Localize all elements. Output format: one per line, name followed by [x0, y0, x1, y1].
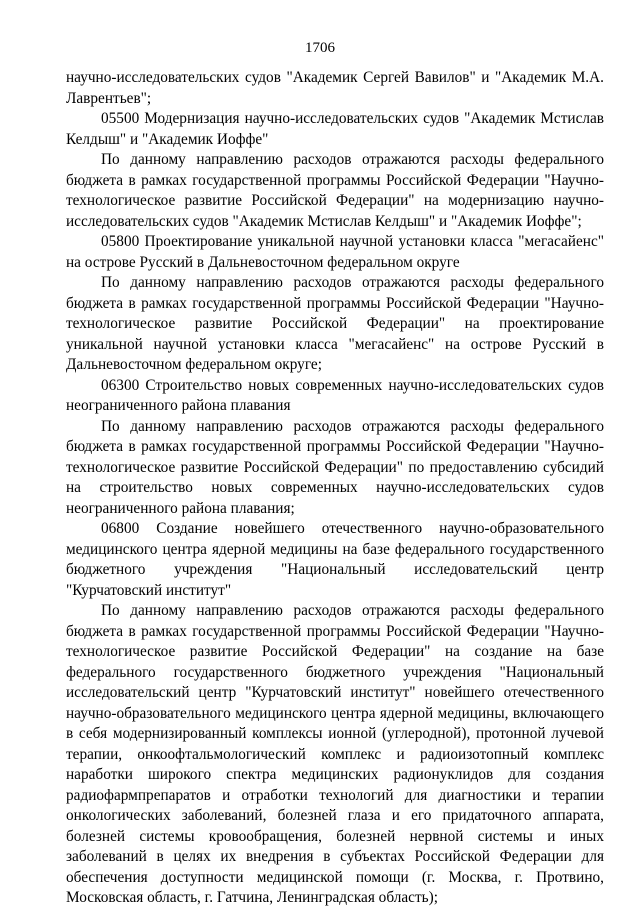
budget-code-heading-06300: 06300 Строительство новых современных научно-исследовательских судов неограниченного района плавания [66, 376, 604, 414]
budget-code-heading-06800: 06800 Создание новейшего отечественного научно-образовательного медицинского центра ядерной медицины на базе федерального государственного бюджетного учреждения "Национальный исследовательский центр "Курчатовский институт" [66, 520, 604, 599]
budget-code-heading-05500: 05500 Модернизация научно-исследовательских судов "Академик Мстислав Келдыш" и "Академик Иоффе" [66, 110, 604, 148]
document-body [66, 68, 604, 909]
paragraph-description: По данному направлению расходов отражаются расходы федерального бюджета в рамках государственной программы Российской Федерации "Научно-технологическое развитие Российской Федерации" на модернизацию научно-исследовательских судов "Академик Мстислав Келдыш" и "Академик Иоффе"; [66, 151, 604, 230]
paragraph-description: По данному направлению расходов отражаются расходы федерального бюджета в рамках государственной программы Российской Федерации "Научно-технологическое развитие Российской Федерации" на создание на базе федерального государственного бюджетного учреждения "Национальный исследовательский центр "Курчатовский институт" новейшего отечественного научно-образовательного медицинского центра ядерной медицины, включающего в себя модернизированный комплексы ионной (углеродной), протонной лучевой терапии, онкоофтальмологический комплекс и радиоизотопный комплекс наработки широкого спектра медицинских радионуклидов для создания радиофармпрепаратов и отработки технологий для диагностики и терапии онкологических заболеваний, болезней глаза и его придаточного аппарата, болезней системы кровообращения, болезней нервной системы и иных заболеваний в целях их внедрения в субъектах Российской Федерации для обеспечения доступности медицинской помощи (г. Москва, г. Протвино, Московская область, г. Гатчина, Ленинградская область); [66, 602, 604, 906]
page-number: 1706 [305, 40, 335, 56]
paragraph-continuation: научно-исследовательских судов "Академик Сергей Вавилов" и "Академик М.А. Лаврентьев"; [66, 69, 604, 107]
budget-code-heading-05800: 05800 Проектирование уникальной научной установки класса "мегасайенс" на острове Русский в Дальневосточном федеральном округе [66, 233, 604, 271]
paragraph-description: По данному направлению расходов отражаются расходы федерального бюджета в рамках государственной программы Российской Федерации "Научно-технологическое развитие Российской Федерации" по предоставлению субсидий на строительство новых современных научно-исследовательских судов неограниченного района плавания; [66, 417, 604, 517]
paragraph-description: По данному направлению расходов отражаются расходы федерального бюджета в рамках государственной программы Российской Федерации "Научно-технологическое развитие Российской Федерации" на проектирование уникальной научной установки класса "мегасайенс" на острове Русский в Дальневосточном федеральном округе; [66, 274, 604, 373]
